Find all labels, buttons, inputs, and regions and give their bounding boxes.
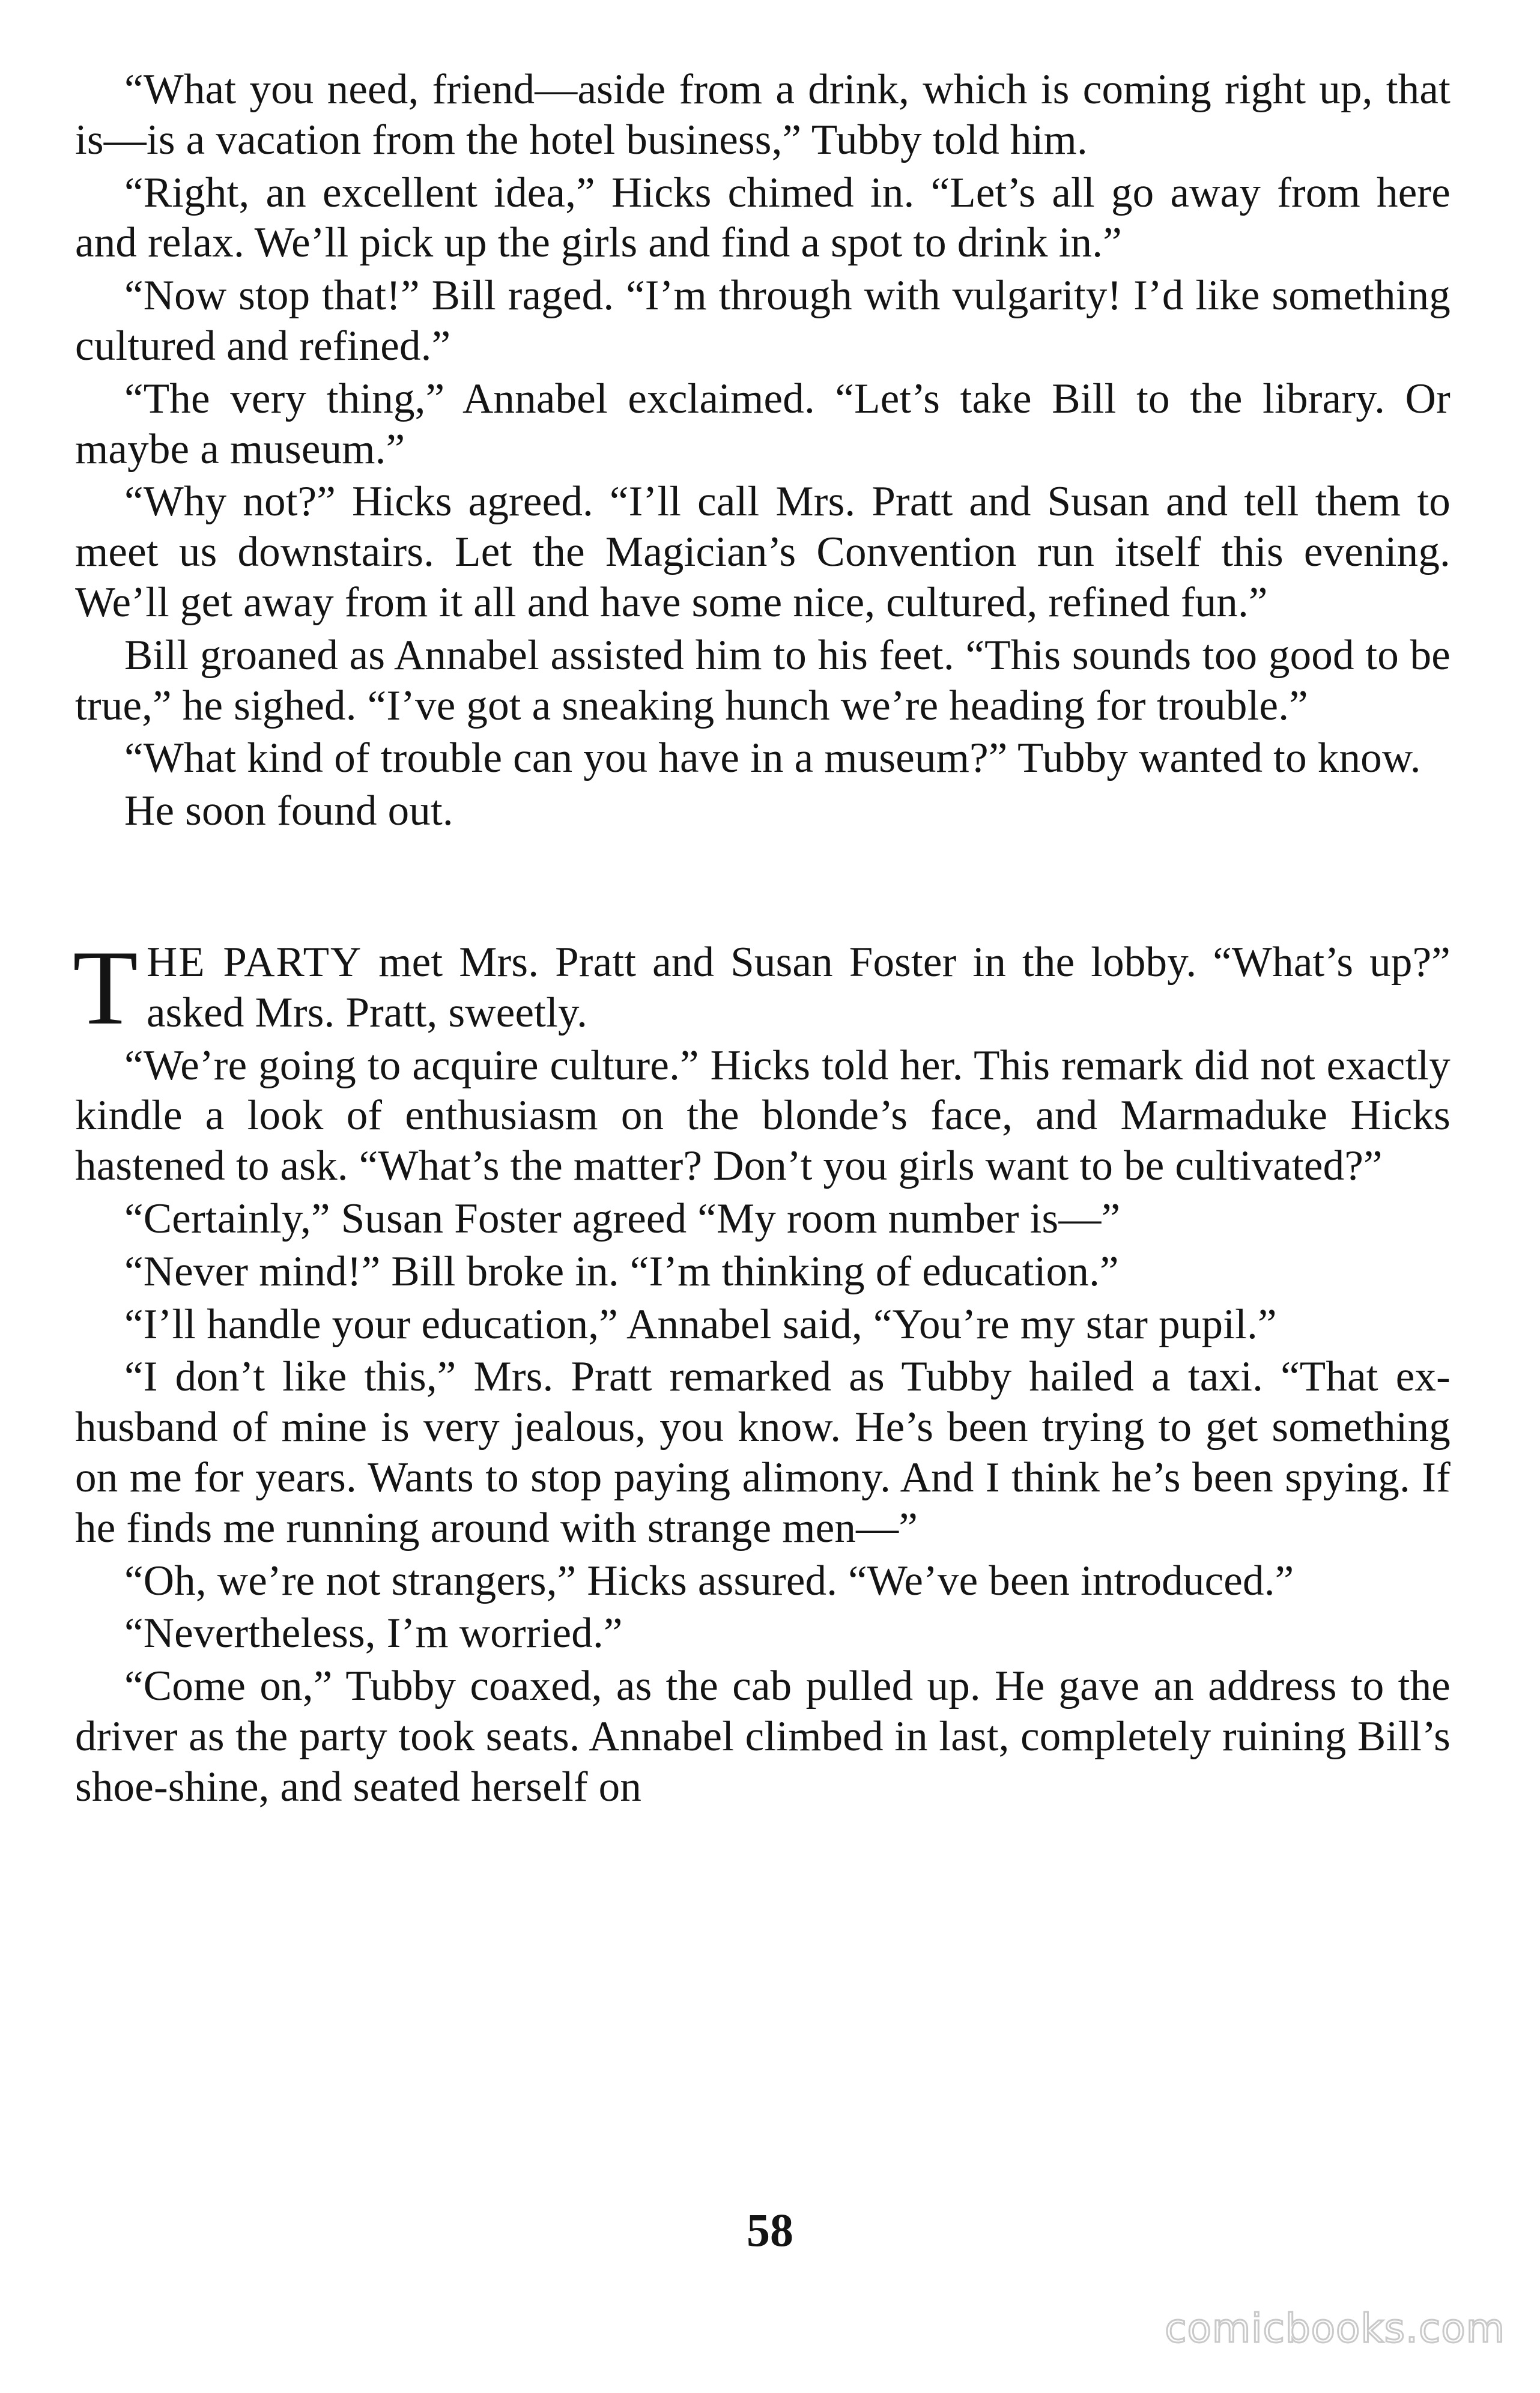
paragraph: “What kind of trouble can you have in a museum?” Tubby wanted to know.	[124, 735, 1421, 782]
paragraph: Bill groaned as Annabel assisted him to his feet. “This sounds too good to be true,” he sighed. “I’ve got a sneaking hunch we’re heading for trouble.”	[75, 631, 1451, 729]
paragraph: “Now stop that!” Bill raged. “I’m through with vulgarity! I’d like something cultured and refined.”	[75, 272, 1451, 369]
paragraph: “I don’t like this,” Mrs. Pratt remarked as Tubby hailed a taxi. “That ex-husband of mine is very jealous, you know. He’s been trying to get something on me for years. Wants to stop paying alimony. And I think he’s been spying. If he finds me running around with strange men—”	[75, 1353, 1451, 1551]
section-break	[75, 839, 1451, 938]
page-number: 58	[747, 2204, 793, 2256]
paragraph: He soon found out.	[124, 787, 453, 835]
watermark: comicbooks.com	[1165, 2305, 1505, 2352]
paragraph: “Nevertheless, I’m worried.”	[124, 1610, 623, 1657]
text-column	[75, 65, 1451, 1815]
paragraph: “Oh, we’re not strangers,” Hicks assured. “We’ve been introduced.”	[124, 1557, 1294, 1604]
paragraph: “Never mind!” Bill broke in. “I’m thinking of education.”	[124, 1248, 1119, 1295]
paragraph: “Certainly,” Susan Foster agreed “My room number is—”	[124, 1195, 1121, 1242]
paragraph: “We’re going to acquire culture.” Hicks told her. This remark did not exactly kindle a look of enthusiasm on the blonde’s face, and Marmaduke Hicks hastened to ask. “What’s the matter? Don’t you girls want to be cultivated?”	[75, 1042, 1451, 1190]
paragraph: “The very thing,” Annabel exclaimed. “Let’s take Bill to the library. Or maybe a museum.”	[75, 375, 1451, 473]
section-opening-paragraph	[73, 927, 1451, 1047]
drop-cap: T	[73, 927, 138, 1047]
paragraph: “I’ll handle your education,” Annabel said, “You’re my star pupil.”	[124, 1300, 1277, 1348]
paragraph: “Right, an excellent idea,” Hicks chimed in. “Let’s all go away from here and relax. We’ll pick up the girls and find a spot to drink in.”	[75, 169, 1451, 267]
paragraph: “What you need, friend—aside from a drink, which is coming right up, that is—is a vacation from the hotel business,” Tubby told him.	[75, 66, 1451, 163]
lead-caps: HE PARTY	[146, 938, 363, 986]
paragraph: “Why not?” Hicks agreed. “I’ll call Mrs. Pratt and Susan and tell them to meet us downstairs. Let the Magician’s Convention run itself this evening. We’ll get away from it all and have some nice, cultured, refined fun.”	[75, 478, 1451, 626]
paragraph: “Come on,” Tubby coaxed, as the cab pulled up. He gave an address to the driver as the party took seats. Annabel climbed in last, completely ruining Bill’s shoe-shine, and seated herself on	[75, 1663, 1451, 1810]
section-opening-text: met Mrs. Pratt and Susan Foster in the lobby. “What’s up?” asked Mrs. Pratt, sweetly.	[146, 938, 1451, 1036]
